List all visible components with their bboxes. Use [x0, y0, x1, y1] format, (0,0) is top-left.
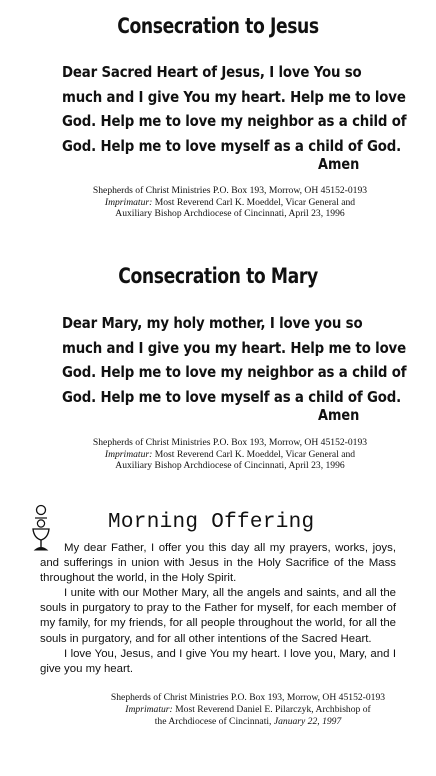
mary-prayer [62, 311, 407, 409]
jesus-title: Consecration to Jesus [117, 14, 319, 38]
jesus-credit-bishop: Most Reverend Carl K. Moeddel, Vicar General and [154, 196, 356, 208]
morning-credit-line1: Shepherds of Christ Ministries P.O. Box 193, Morrow, OH 45152-0193 [110, 692, 386, 703]
mary-title: Consecration to Mary [118, 264, 318, 288]
imprimatur-label: Imprimatur: [104, 448, 153, 460]
mary-credit-line2 [60, 449, 400, 461]
imprimatur-label: Imprimatur: [125, 703, 173, 715]
jesus-prayer-line: much and I give You my heart. Help me to love [62, 87, 406, 106]
mary-credit-line3: Auxiliary Bishop Archdiocese of Cincinnati, April 23, 1996 [115, 460, 345, 471]
morning-body [40, 541, 396, 677]
morning-credit-line2 [88, 704, 408, 716]
morning-credit-bishop: Most Reverend Daniel E. Pilarczyk, Archbishop of [175, 703, 371, 715]
mary-prayer-line: God. Help me to love myself as a child of God. [62, 387, 402, 406]
mary-credit [60, 437, 400, 472]
jesus-prayer-line: God. Help me to love myself as a child of God. [62, 136, 402, 155]
morning-paragraph: I unite with our Mother Mary, all the angels and saints, and all the souls in purgatory to pray to the Father for myself, for each member of my family, for my friends, for all people throughout the world, for all the souls in purgatory, and for all other intentions of the Sacred Heart. [40, 587, 396, 645]
mary-credit-bishop: Most Reverend Carl K. Moeddel, Vicar General and [154, 448, 356, 460]
jesus-prayer [62, 60, 407, 158]
jesus-credit-line3: Auxiliary Bishop Archdiocese of Cincinnati, April 23, 1996 [115, 208, 345, 219]
mary-prayer-line: much and I give you my heart. Help me to love [62, 338, 406, 357]
mary-amen: Amen [318, 406, 360, 424]
morning-credit-archdiocese: the Archdiocese of Cincinnati, [154, 715, 272, 727]
morning-paragraph: I love You, Jesus, and I give You my heart. I love you, Mary, and I give you my heart. [40, 647, 396, 675]
jesus-credit-line1: Shepherds of Christ Ministries P.O. Box 193, Morrow, OH 45152-0193 [92, 185, 368, 196]
imprimatur-label: Imprimatur: [104, 196, 153, 208]
jesus-credit-line2 [60, 197, 400, 209]
mary-prayer-line: God. Help me to love my neighbor as a child of [62, 363, 407, 381]
morning-paragraph: My dear Father, I offer you this day all my prayers, works, joys, and sufferings in union with Jesus in the Holy Sacrifice of the Mass throughout the world, in the Holy Spirit. [40, 542, 396, 585]
mary-prayer-line: Dear Mary, my holy mother, I love you so [62, 314, 363, 332]
morning-credit-date: January 22, 1997 [273, 715, 342, 727]
jesus-credit [60, 185, 400, 220]
jesus-prayer-line: God. Help me to love my neighbor as a child of [62, 112, 407, 130]
mary-credit-line1: Shepherds of Christ Ministries P.O. Box 193, Morrow, OH 45152-0193 [92, 437, 368, 448]
morning-title: Morning Offering [108, 511, 315, 534]
morning-credit [88, 692, 408, 727]
jesus-amen: Amen [318, 155, 360, 173]
jesus-prayer-line: Dear Sacred Heart of Jesus, I love You so [62, 63, 362, 81]
morning-credit-line3 [88, 716, 408, 728]
